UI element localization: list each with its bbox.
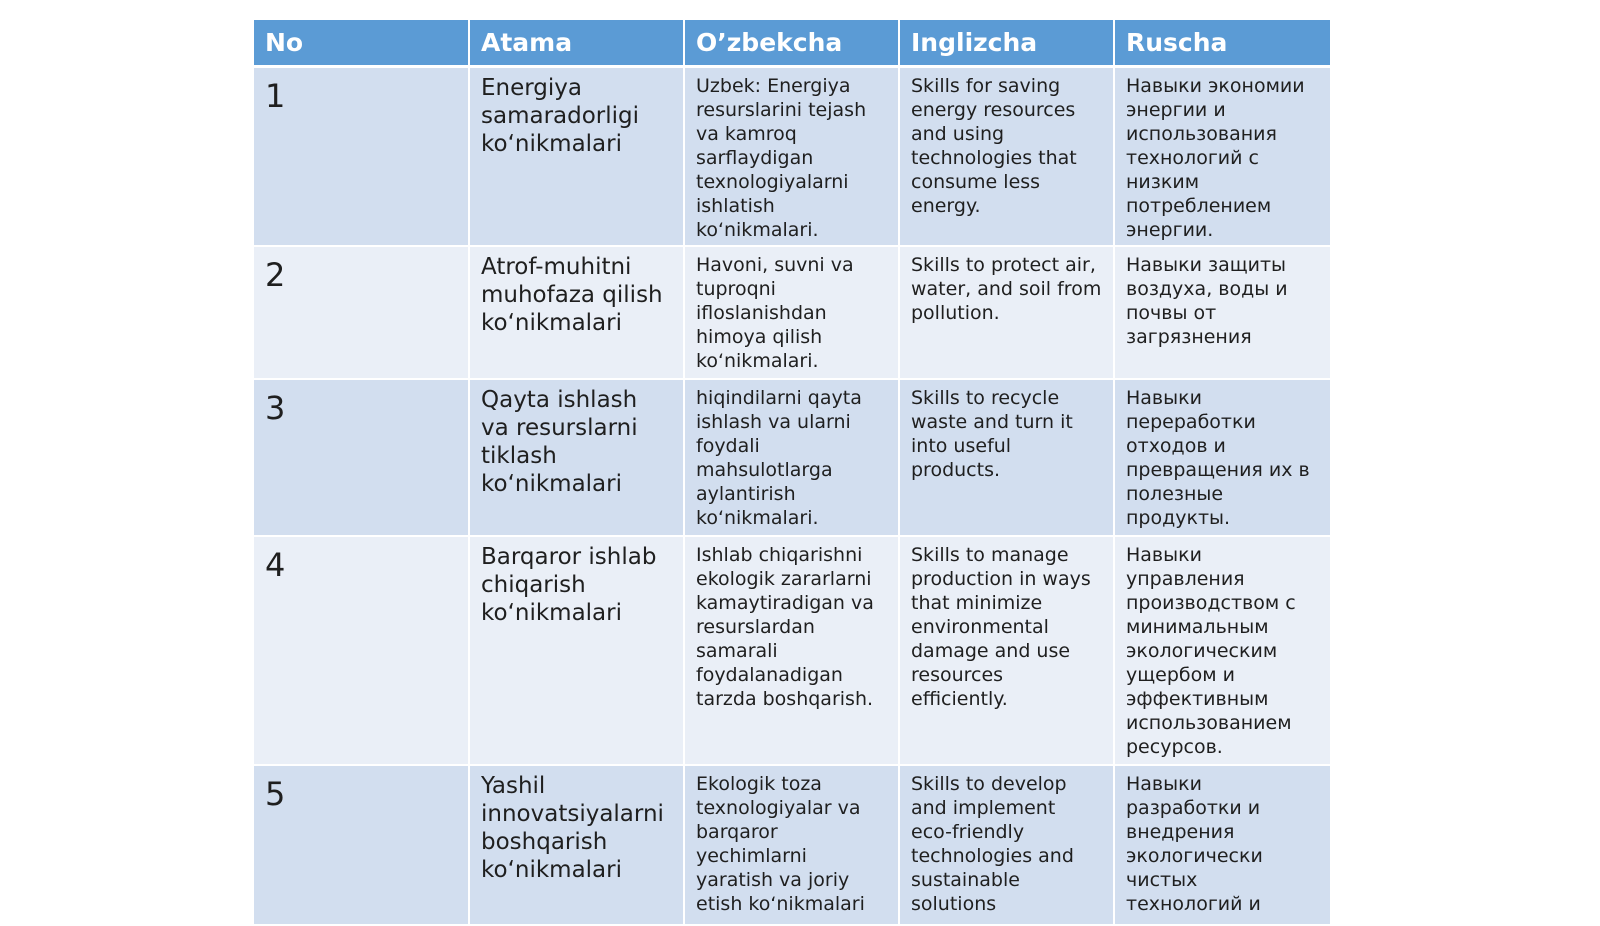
- cell-no: 5: [254, 765, 469, 925]
- cell-no: 2: [254, 246, 469, 379]
- cell-term: Energiya samaradorligi ko‘nikmalari: [469, 66, 684, 246]
- cell-english: Skills to develop and implement eco-friendly technologies and sustainable solutions: [899, 765, 1114, 925]
- cell-term: Yashil innovatsiyalarni boshqarish ko‘nikmalari: [469, 765, 684, 925]
- header-uzbek: O’zbekcha: [684, 20, 899, 66]
- cell-russian: Навыки защиты воздуха, воды и почвы от загрязнения: [1114, 246, 1330, 379]
- table-body: [254, 66, 1330, 925]
- cell-uzbek: hiqindilarni qayta ishlash va ularni foydali mahsulotlarga aylantirish ko‘nikmalari.: [684, 379, 899, 536]
- cell-russian: Навыки управления производством с минимальным экологическим ущербом и эффективным использованием ресурсов.: [1114, 536, 1330, 765]
- cell-term: Atrof-muhitni muhofaza qilish ko‘nikmalari: [469, 246, 684, 379]
- cell-russian: Навыки экономии энергии и использования технологий с низким потреблением энергии.: [1114, 66, 1330, 246]
- table-row: [254, 765, 1330, 925]
- cell-russian: Навыки переработки отходов и превращения их в полезные продукты.: [1114, 379, 1330, 536]
- terms-table: [254, 20, 1330, 926]
- cell-english: Skills to recycle waste and turn it into useful products.: [899, 379, 1114, 536]
- header-russian: Ruscha: [1114, 20, 1330, 66]
- table-row: [254, 536, 1330, 765]
- header-row: [254, 20, 1330, 66]
- cell-english: Skills to manage production in ways that minimize environmental damage and use resources efficiently.: [899, 536, 1114, 765]
- table-header: [254, 20, 1330, 66]
- cell-no: 4: [254, 536, 469, 765]
- cell-uzbek: Ishlab chiqarishni ekologik zararlarni kamaytiradigan va resurslardan samarali foydalanadigan tarzda boshqarish.: [684, 536, 899, 765]
- cell-english: Skills for saving energy resources and using technologies that consume less energy.: [899, 66, 1114, 246]
- cell-term: Barqaror ishlab chiqarish ko‘nikmalari: [469, 536, 684, 765]
- cell-term: Qayta ishlash va resurslarni tiklash ko‘nikmalari: [469, 379, 684, 536]
- table-row: [254, 379, 1330, 536]
- cell-russian: Навыки разработки и внедрения экологически чистых технологий и: [1114, 765, 1330, 925]
- table-row: [254, 66, 1330, 246]
- header-no: No: [254, 20, 469, 66]
- header-term: Atama: [469, 20, 684, 66]
- cell-uzbek: Havoni, suvni va tuproqni ifloslanishdan himoya qilish ko‘nikmalari.: [684, 246, 899, 379]
- table-row: [254, 246, 1330, 379]
- header-english: Inglizcha: [899, 20, 1114, 66]
- cell-uzbek: Ekologik toza texnologiyalar va barqaror yechimlarni yaratish va joriy etish ko‘nikmalari: [684, 765, 899, 925]
- cell-no: 3: [254, 379, 469, 536]
- cell-uzbek: Uzbek: Energiya resurslarini tejash va kamroq sarflaydigan texnologiyalarni ishlatish ko‘nikmalari.: [684, 66, 899, 246]
- cell-english: Skills to protect air, water, and soil from pollution.: [899, 246, 1114, 379]
- cell-no: 1: [254, 66, 469, 246]
